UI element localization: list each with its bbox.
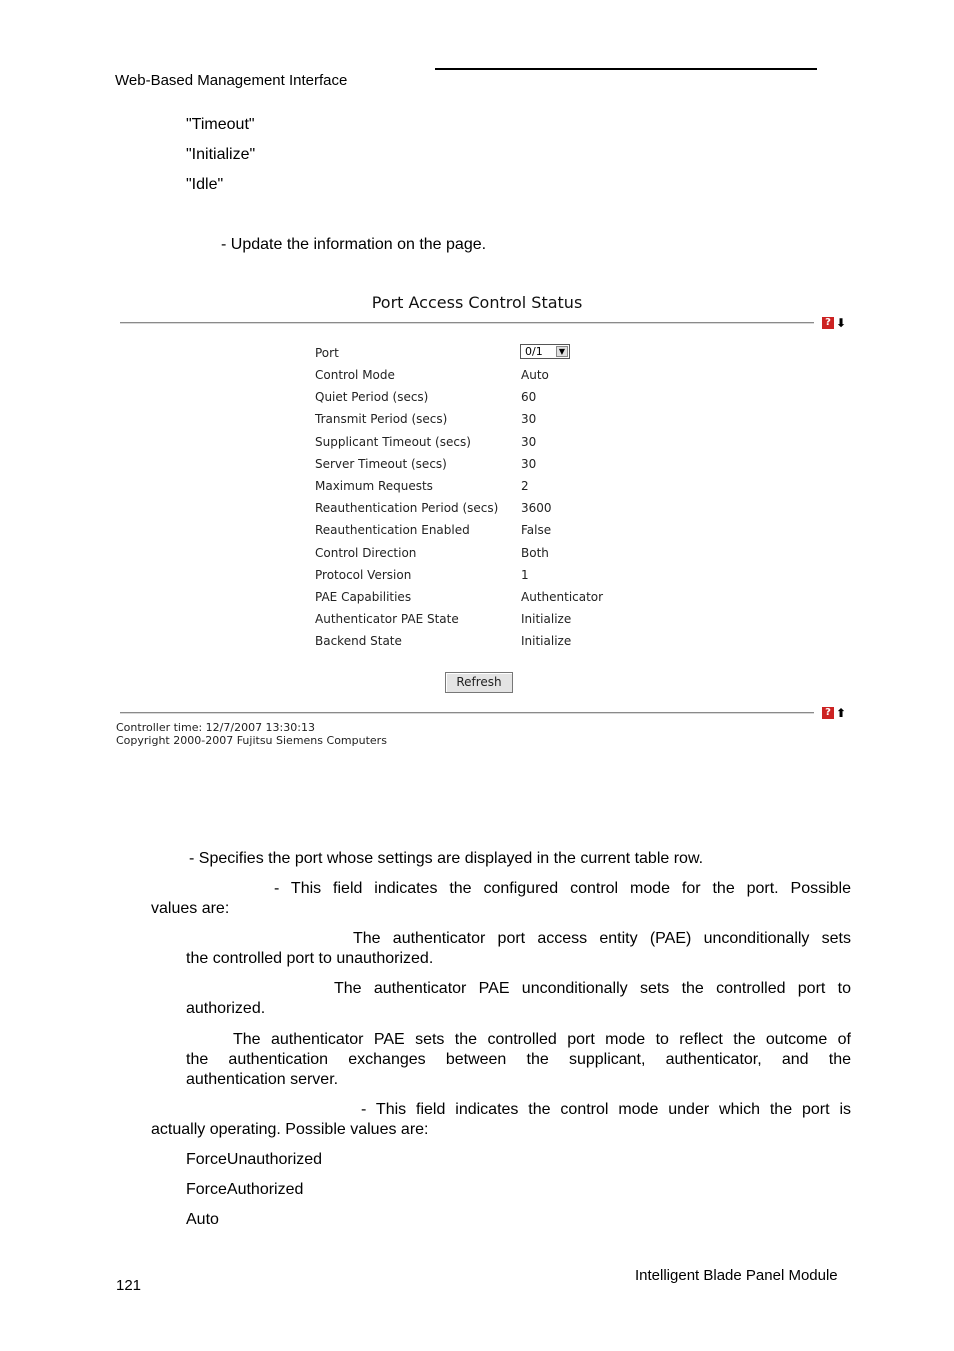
operating-mode-desc-cont: actually operating. Possible values are: [151,1121,429,1138]
row-value: Authenticator [521,590,604,604]
auto-desc-cont: authentication server. [186,1071,339,1088]
screen-title: Port Access Control Status [371,293,583,312]
row-label: Transmit Period (secs) [315,412,448,426]
list-item: ForceAuthorized [186,1181,304,1198]
row-value: Initialize [521,612,572,626]
row-label: PAE Capabilities [315,590,412,604]
list-item: "Idle" [186,176,224,193]
row-value: Auto [521,368,549,382]
port-description: - Specifies the port whose settings are displayed in the current table row. [189,850,704,867]
row-value: Initialize [521,634,572,648]
row-value: 3600 [521,501,552,515]
copyright: Copyright 2000-2007 Fujitsu Siemens Computers [116,734,387,747]
chevron-down-icon[interactable]: ▼ [556,346,568,357]
list-item: "Timeout" [186,116,255,133]
bottom-divider [120,712,814,714]
row-label: Maximum Requests [315,479,433,493]
row-value: 30 [521,412,537,426]
list-item: ForceUnauthorized [186,1151,323,1168]
force-authorized-desc: The authenticator PAE unconditionally sets the controlled port to [334,980,851,997]
operating-mode-desc: - This field indicates the control mode under which the port is [361,1101,851,1118]
running-footer: Intelligent Blade Panel Module [635,1267,838,1284]
row-label: Protocol Version [315,568,412,582]
row-label: Reauthentication Period (secs) [315,501,499,515]
row-label: Control Mode [315,368,395,382]
refresh-note: - Update the information on the page. [221,236,487,253]
refresh-button[interactable]: Refresh [445,672,513,693]
arrow-up-icon[interactable]: ⬆ [836,706,847,720]
row-value: Both [521,546,549,560]
row-value: 30 [521,435,537,449]
controller-time: Controller time: 12/7/2007 13:30:13 [116,721,315,734]
list-item: "Initialize" [186,146,256,163]
force-unauthorized-desc-cont: the controlled port to unauthorized. [186,950,434,967]
row-label: Backend State [315,634,402,648]
row-value: 60 [521,390,537,404]
force-unauthorized-desc: The authenticator port access entity (PAE) unconditionally sets [353,930,851,947]
port-select-value: 0/1 [525,345,543,358]
force-authorized-desc-cont: authorized. [186,1000,266,1017]
auto-desc: The authenticator PAE sets the controlled port mode to reflect the outcome of [233,1031,851,1048]
row-value: 30 [521,457,537,471]
top-divider [120,322,814,324]
arrow-down-icon[interactable]: ⬇ [836,316,847,330]
row-label: Supplicant Timeout (secs) [315,435,471,449]
page-number: 121 [116,1277,142,1294]
row-value: 2 [521,479,529,493]
port-select[interactable] [520,344,570,359]
auto-desc-cont: the authentication exchanges between the supplicant, authenticator, and the [186,1051,851,1068]
header-rule [435,68,817,70]
row-label: Authenticator PAE State [315,612,459,626]
port-label: Port [315,346,339,360]
row-label: Reauthentication Enabled [315,523,470,537]
list-item: Auto [186,1211,219,1228]
control-mode-desc-cont: values are: [151,900,230,917]
help-icon[interactable]: ? [822,707,834,719]
running-header: Web-Based Management Interface [115,72,348,89]
control-mode-desc: - This field indicates the configured control mode for the port. Possible [274,880,851,897]
row-label: Quiet Period (secs) [315,390,429,404]
row-label: Server Timeout (secs) [315,457,447,471]
help-icon[interactable]: ? [822,317,834,329]
row-value: False [521,523,552,537]
row-value: 1 [521,568,529,582]
row-label: Control Direction [315,546,417,560]
